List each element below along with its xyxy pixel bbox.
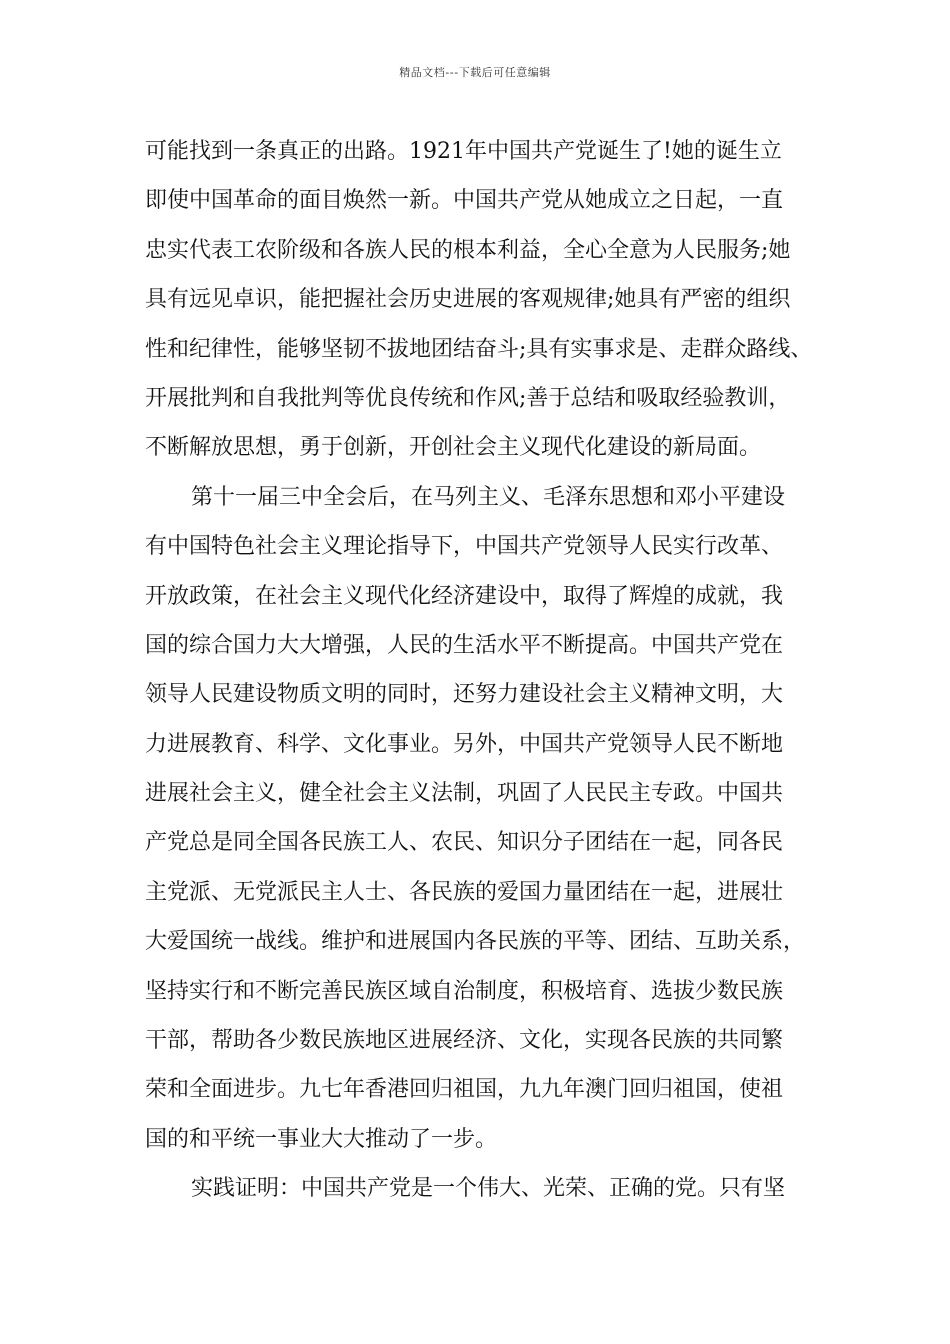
- document-body: [145, 127, 825, 1214]
- text-line: 主党派、无党派民主人士、各民族的爱国力量团结在一起，进展壮: [145, 879, 784, 905]
- text-line: 坚持实行和不断完善民族区域自治制度，积极培育、选拔少数民族: [145, 978, 784, 1004]
- text-line: 力进展教育、科学、文化事业。另外，中国共产党领导人民不断地: [145, 731, 784, 757]
- text-line: 国的和平统一事业大大推动了一步。: [145, 1126, 498, 1152]
- text-line: 干部，帮助各少数民族地区进展经济、文化，实现各民族的共同繁: [145, 1028, 784, 1054]
- text-line: 不断解放思想，勇于创新，开创社会主义现代化建设的新局面。: [145, 435, 762, 461]
- page-header: 精品文档---下载后可任意编辑: [399, 66, 551, 79]
- text-line: 荣和全面进步。九七年香港回归祖国，九九年澳门回归祖国，使祖: [145, 1077, 784, 1103]
- text-line: 具有远见卓识，能把握社会历史进展的客观规律;她具有严密的组织: [145, 287, 791, 313]
- text-line: 产党总是同全国各民族工人、农民、知识分子团结在一起，同各民: [145, 830, 784, 856]
- text-line: 有中国特色社会主义理论指导下，中国共产党领导人民实行改革、: [145, 534, 784, 560]
- text-line: 开展批判和自我批判等优良传统和作风;善于总结和吸取经验教训，: [145, 385, 791, 411]
- text-line: 可能找到一条真正的出路。1921年中国共产党诞生了!她的诞生立: [145, 139, 782, 164]
- text-line: 性和纪律性，能够坚韧不拔地团结奋斗;具有实事求是、走群众路线、: [145, 336, 813, 362]
- text-line: 忠实代表工农阶级和各族人民的根本利益，全心全意为人民服务;她: [145, 237, 791, 263]
- text-line: 开放政策，在社会主义现代化经济建设中，取得了辉煌的成就，我: [145, 583, 784, 609]
- text-line: 领导人民建设物质文明的同时，还努力建设社会主义精神文明，大: [145, 682, 784, 708]
- text-line: 即使中国革命的面目焕然一新。中国共产党从她成立之日起，一直: [145, 188, 784, 214]
- paragraph-start-line: 第十一届三中全会后，在马列主义、毛泽东思想和邓小平建设: [191, 484, 786, 510]
- text-line: 大爱国统一战线。维护和进展国内各民族的平等、团结、互助关系，: [145, 929, 806, 955]
- paragraph-start-line: 实践证明：中国共产党是一个伟大、光荣、正确的党。只有坚: [191, 1176, 786, 1202]
- text-line: 进展社会主义，健全社会主义法制，巩固了人民民主专政。中国共: [145, 781, 784, 807]
- text-line: 国的综合国力大大增强，人民的生活水平不断提高。中国共产党在: [145, 632, 784, 658]
